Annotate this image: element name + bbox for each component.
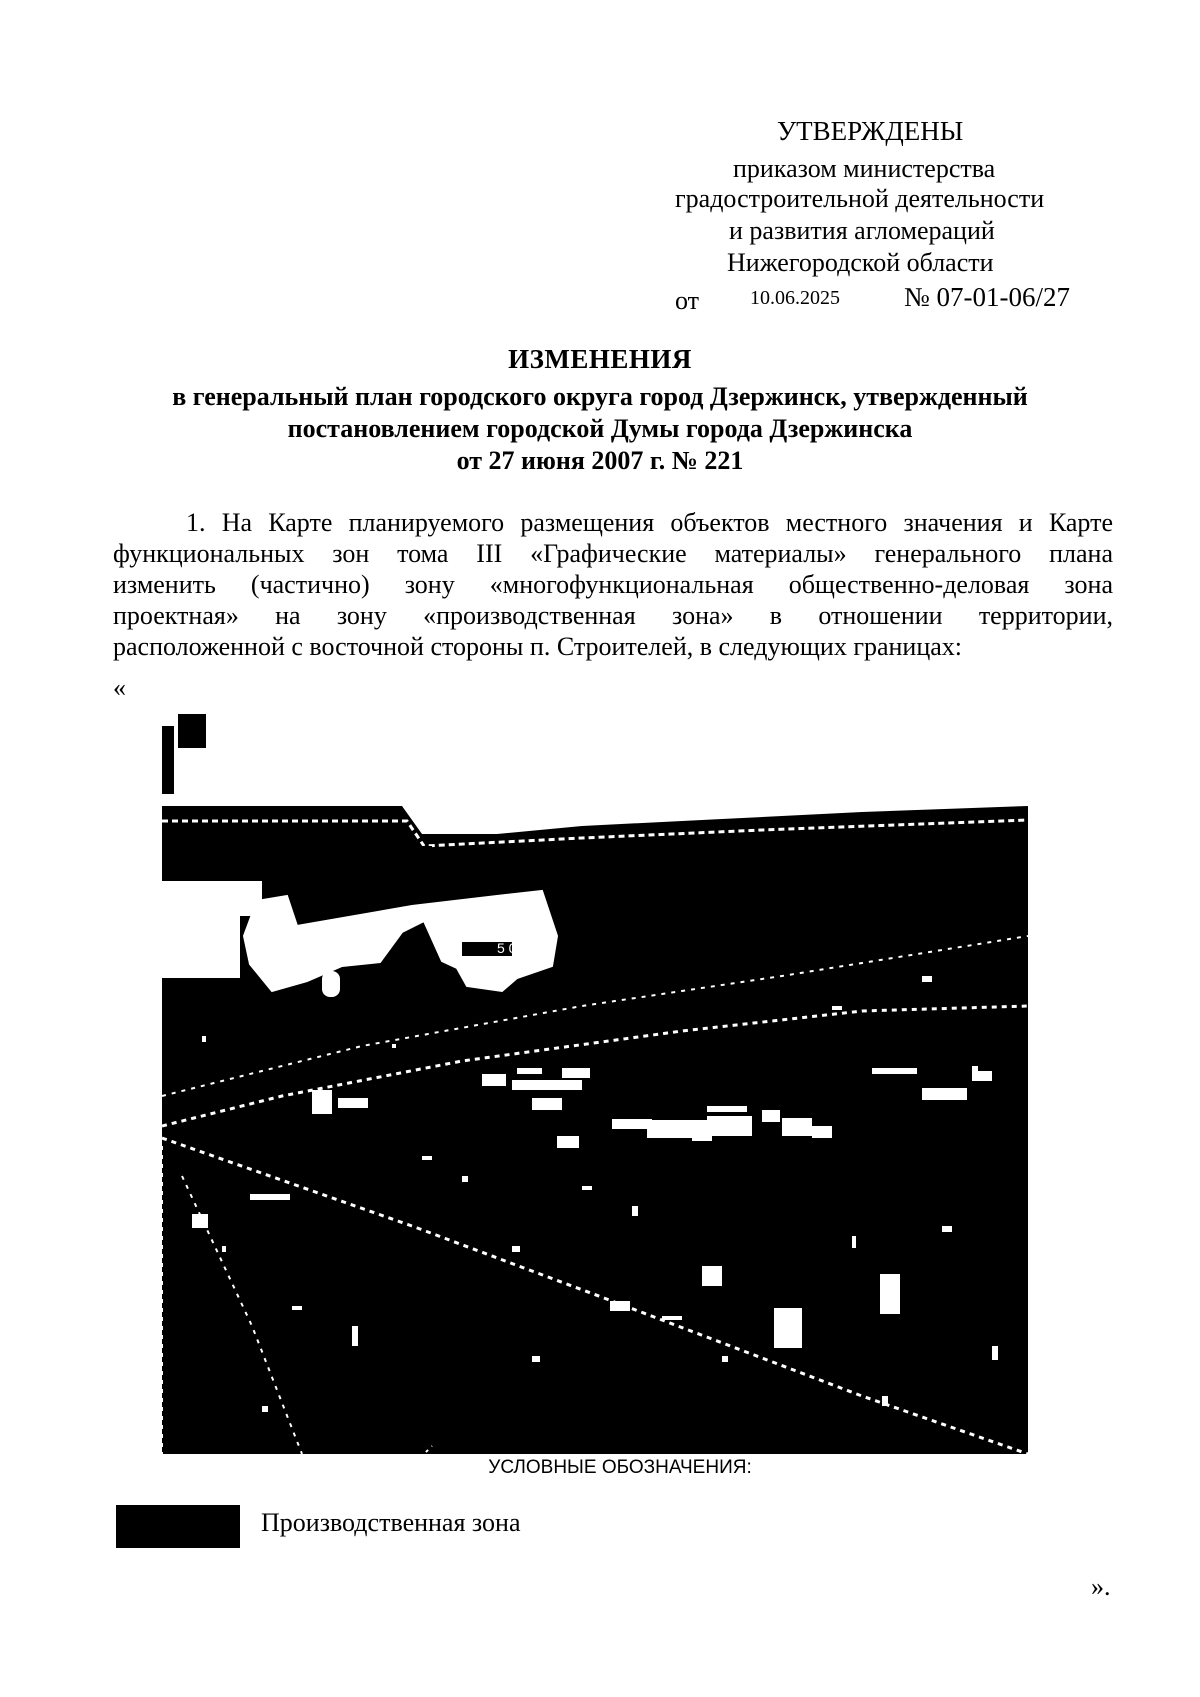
approval-date-prefix: от xyxy=(675,286,700,315)
approval-line-2: градостроительной деятельности xyxy=(675,184,1045,213)
zone-map xyxy=(162,706,1028,1454)
paragraph-line-4: проектная» на зону «производственная зона» в отношении территории, xyxy=(113,601,1113,630)
paragraph-line-3: изменить (частично) зону «многофункциональная общественно-деловая зона xyxy=(113,570,1113,599)
approval-heading: УТВЕРЖДЕНЫ xyxy=(777,116,964,146)
doc-subtitle-line-1: в генеральный план городского округа город Дзержинск, утвержденный xyxy=(172,382,1028,411)
doc-subtitle-line-2: постановлением городской Думы города Дзержинска xyxy=(287,414,913,443)
legend-swatch-production-zone xyxy=(116,1505,240,1548)
legend-caption: УСЛОВНЫЕ ОБОЗНАЧЕНИЯ: xyxy=(488,1457,752,1478)
approval-line-4: Нижегородской области xyxy=(727,248,994,277)
approval-line-1: приказом министерства xyxy=(733,154,996,183)
production-zone-area xyxy=(162,806,1028,1454)
paragraph-line-2: функциональных зон тома III «Графические материалы» генерального плана xyxy=(113,539,1113,568)
paragraph-line-1: 1. На Карте планируемого размещения объектов местного значения и Карте xyxy=(186,508,1113,537)
paragraph-line-5: расположенной с восточной стороны п. Строителей, в следующих границах: xyxy=(113,632,963,661)
change-paragraph xyxy=(113,507,1113,662)
doc-title: ИЗМЕНЕНИЯ xyxy=(508,344,692,374)
map-text: 5 0 d xyxy=(497,940,529,956)
legend-label-production-zone: Производственная зона xyxy=(261,1508,521,1537)
approval-number: № 07-01-06/27 xyxy=(904,282,1070,312)
doc-subtitle-line-3: от 27 июня 2007 г. № 221 xyxy=(456,446,744,475)
open-quote: « xyxy=(113,673,126,702)
closing-quote: ». xyxy=(1091,1572,1111,1601)
approval-date: 10.06.2025 xyxy=(750,287,840,309)
approval-line-3: и развития агломераций xyxy=(729,216,995,245)
